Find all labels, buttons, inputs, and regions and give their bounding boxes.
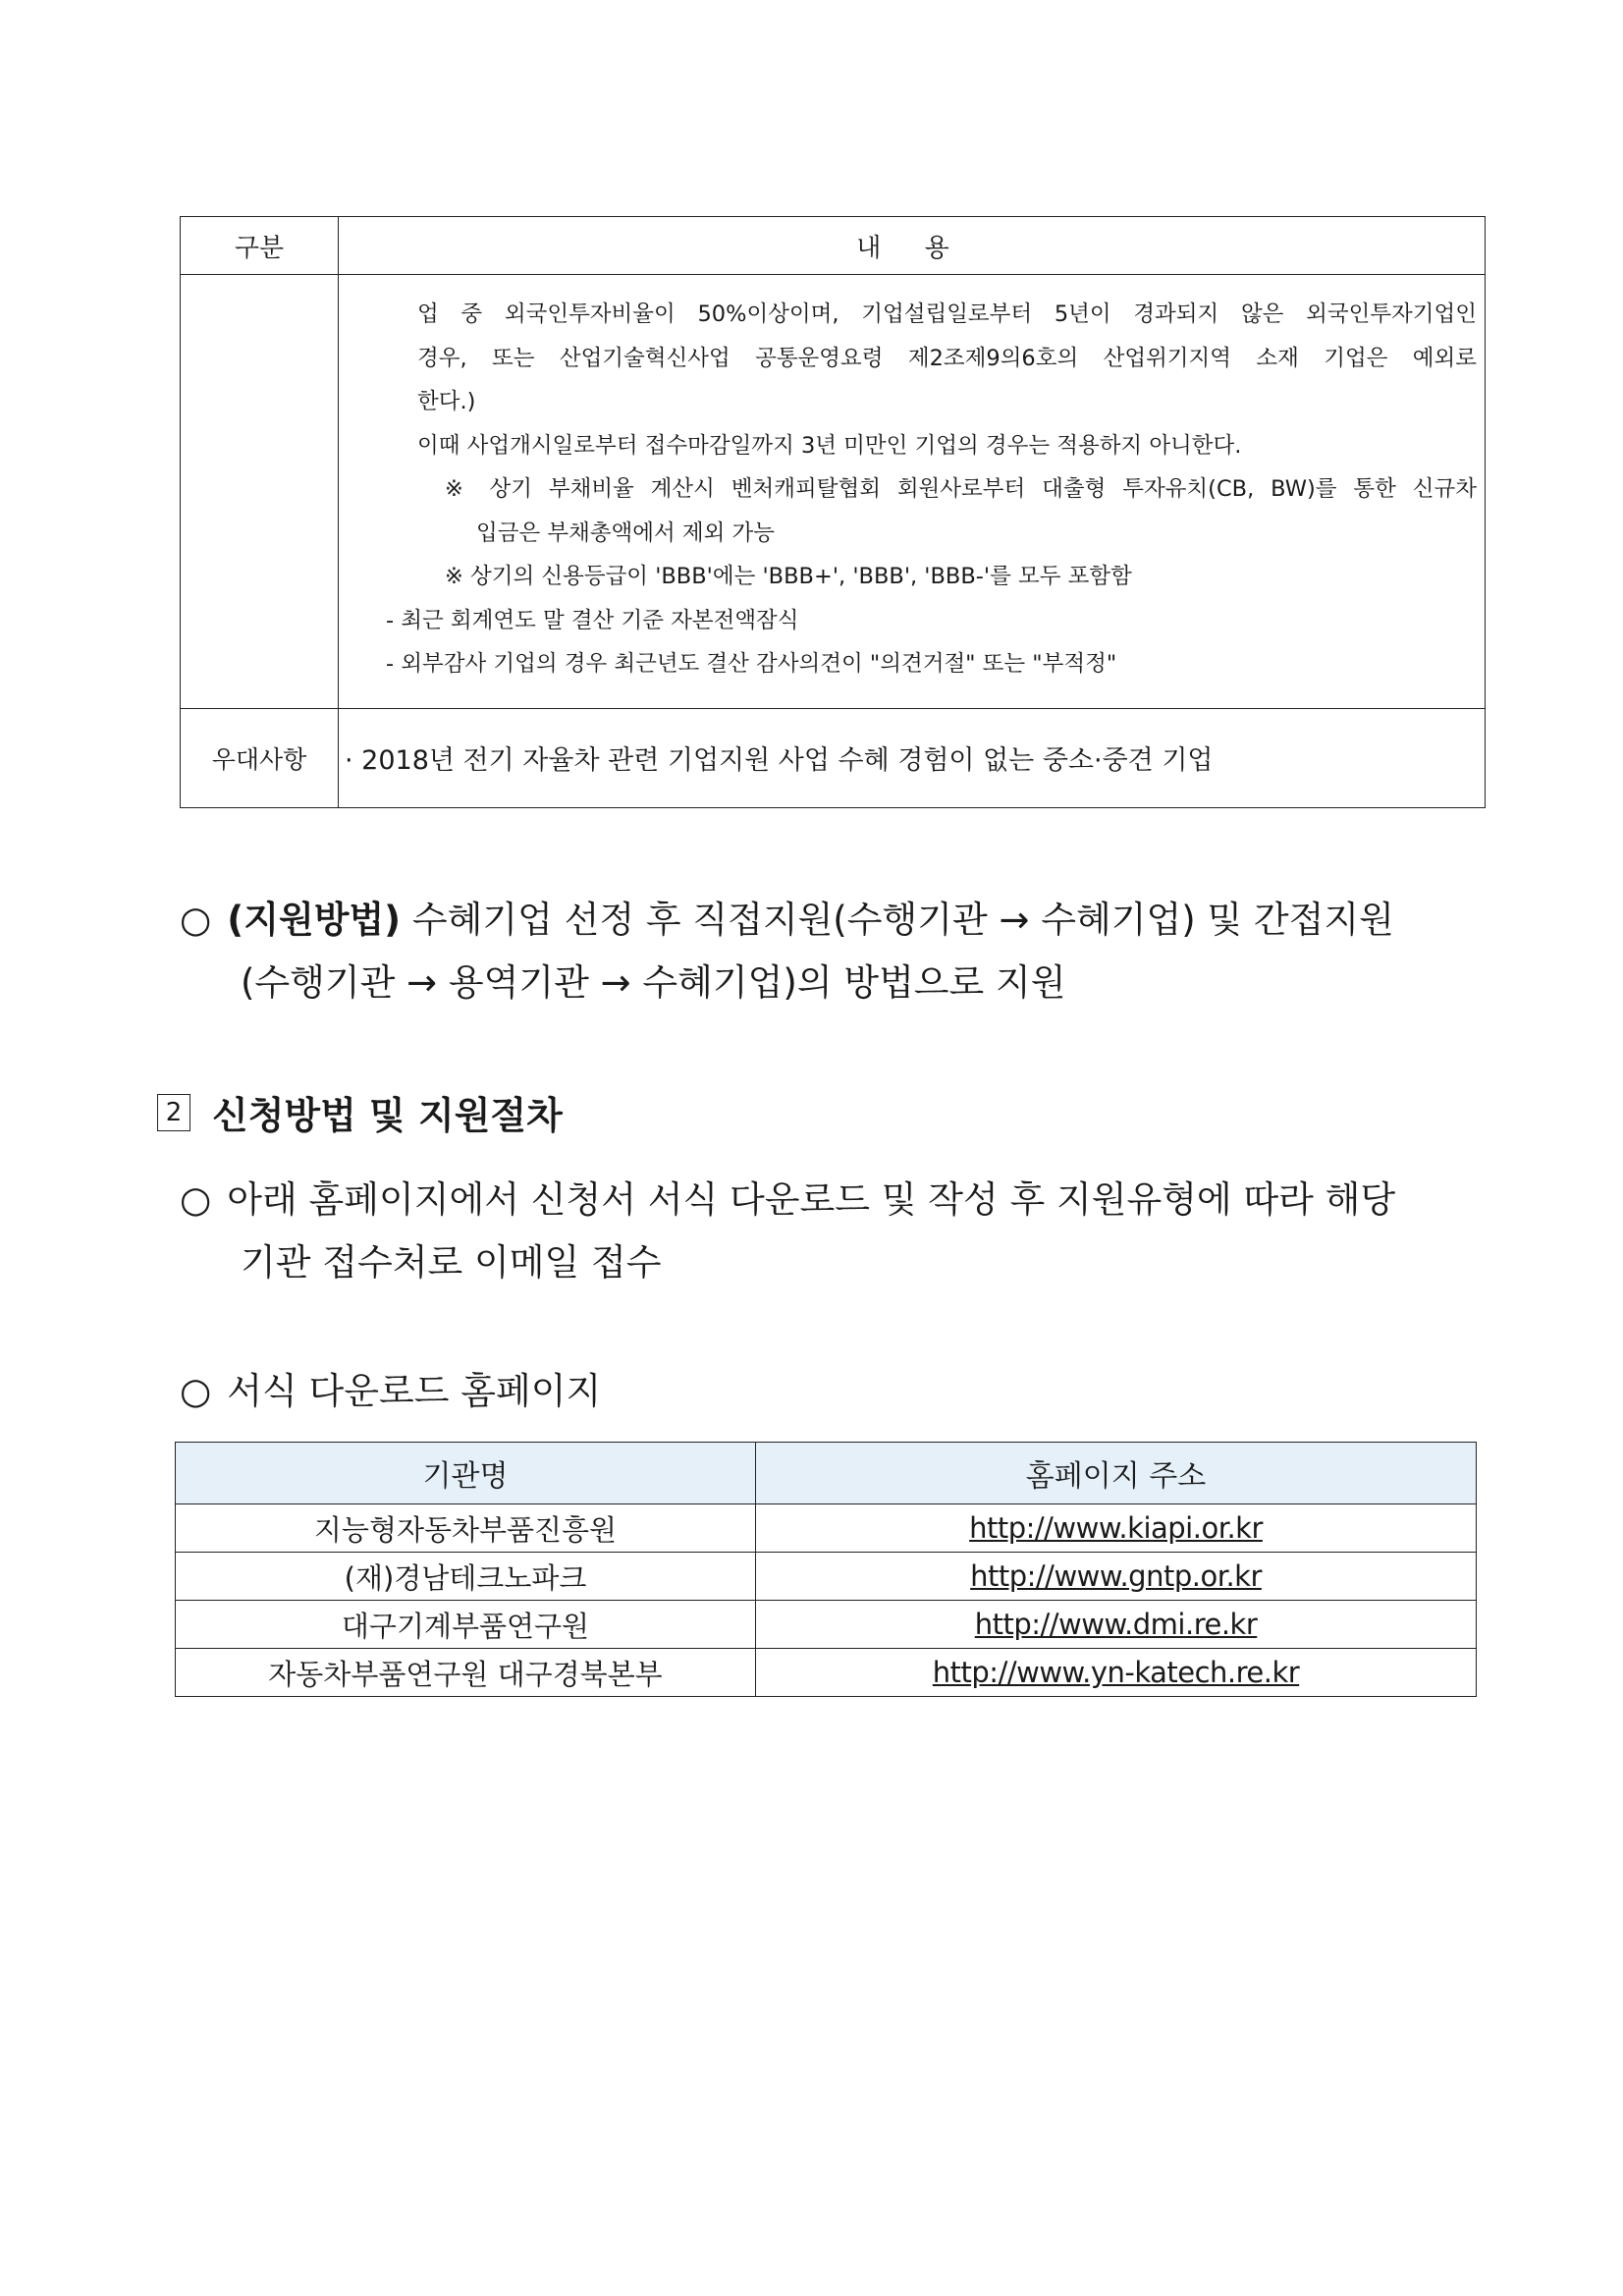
homepage-link[interactable]: http://www.dmi.re.kr xyxy=(974,1608,1258,1641)
requirements-table xyxy=(180,216,1486,808)
bullet-circle: ○ xyxy=(180,899,212,941)
section-heading xyxy=(157,1085,563,1139)
content-line: 업 중 외국인투자비율이 50%이상이며, 기업설립일로부터 5년이 경과되지 않은 외국인투자기업인 xyxy=(417,301,1477,327)
support-method-line-1 xyxy=(180,889,1394,952)
table-row xyxy=(176,1601,1477,1649)
requirements-row-label xyxy=(181,275,339,709)
section-title: 신청방법 및 지원절차 xyxy=(212,1094,563,1137)
note-line: 입금은 부채총액에서 제외 가능 xyxy=(476,519,776,546)
org-name: 지능형자동차부품진흥원 xyxy=(176,1504,756,1553)
table-row xyxy=(176,1553,1477,1601)
homepage-link[interactable]: http://www.yn-katech.re.kr xyxy=(932,1656,1300,1689)
header-category: 구분 xyxy=(181,217,339,275)
support-method-paragraph xyxy=(180,889,1394,1014)
note-line: ※ 상기의 신용등급이 'BBB'에는 'BBB+', 'BBB', 'BBB-'를 모두 포함함 xyxy=(445,564,1132,589)
download-paragraph xyxy=(180,1360,601,1423)
org-name: 대구기계부품연구원 xyxy=(176,1601,756,1649)
preference-text: · 2018년 전기 자율차 관련 기업지원 사업 수혜 경험이 없는 중소·중견 기업 xyxy=(339,708,1486,807)
table-row xyxy=(176,1504,1477,1553)
section-number-box: 2 xyxy=(157,1094,190,1131)
apply-line-2: 기관 접수처로 이메일 접수 xyxy=(241,1241,662,1284)
apply-line-1 xyxy=(180,1169,1395,1231)
homepage-link-cell xyxy=(756,1601,1477,1649)
org-name: 자동차부품연구원 대구경북본부 xyxy=(176,1649,756,1697)
bullet-circle: ○ xyxy=(180,1178,212,1221)
content-line: 이때 사업개시일로부터 접수마감일까지 3년 미만인 기업의 경우는 적용하지 아니한다. xyxy=(417,432,1242,459)
apply-paragraph xyxy=(180,1169,1395,1294)
dash-line: - 외부감사 기업의 경우 최근년도 결산 감사의견이 "의견거절" 또는 "부적정" xyxy=(386,651,1117,677)
header-content: 내 용 xyxy=(339,217,1486,275)
header-homepage: 홈페이지 주소 xyxy=(756,1443,1477,1504)
content-line: 한다.) xyxy=(417,389,476,414)
apply-text: 아래 홈페이지에서 신청서 서식 다운로드 및 작성 후 지원유형에 따라 해당 xyxy=(227,1178,1396,1221)
requirements-row-content xyxy=(339,275,1486,709)
download-links-table xyxy=(175,1442,1477,1697)
homepage-link[interactable]: http://www.kiapi.or.kr xyxy=(969,1511,1263,1545)
requirements-row xyxy=(181,275,1486,709)
preference-label: 우대사항 xyxy=(181,708,339,807)
requirements-table-header xyxy=(181,217,1486,275)
support-method-line-2: (수행기관 → 용역기관 → 수혜기업)의 방법으로 지원 xyxy=(241,961,1066,1004)
content-line: 경우, 또는 산업기술혁신사업 공통운영요령 제2조제9의6호의 산업위기지역 소재 기업은 예외로 xyxy=(417,345,1477,371)
support-method-text: 수혜기업 선정 후 직접지원(수행기관 → 수혜기업) 및 간접지원 xyxy=(411,899,1394,941)
table-row xyxy=(176,1649,1477,1697)
preference-row xyxy=(181,708,1486,807)
support-method-title: (지원방법) xyxy=(227,899,402,941)
header-org-name: 기관명 xyxy=(176,1443,756,1504)
homepage-link-cell xyxy=(756,1504,1477,1553)
bullet-circle: ○ xyxy=(180,1370,212,1412)
homepage-link-cell xyxy=(756,1553,1477,1601)
links-table-header xyxy=(176,1443,1477,1504)
download-text: 서식 다운로드 홈페이지 xyxy=(227,1370,602,1412)
note-line: ※ 상기 부채비율 계산시 벤처캐피탈협회 회원사로부터 대출형 투자유치(CB, BW)를 통한 신규차 xyxy=(445,476,1477,502)
homepage-link[interactable]: http://www.gntp.or.kr xyxy=(970,1559,1262,1593)
org-name: (재)경남테크노파크 xyxy=(176,1553,756,1601)
homepage-link-cell xyxy=(756,1649,1477,1697)
dash-line: - 최근 회계연도 말 결산 기준 자본전액잠식 xyxy=(386,607,799,633)
